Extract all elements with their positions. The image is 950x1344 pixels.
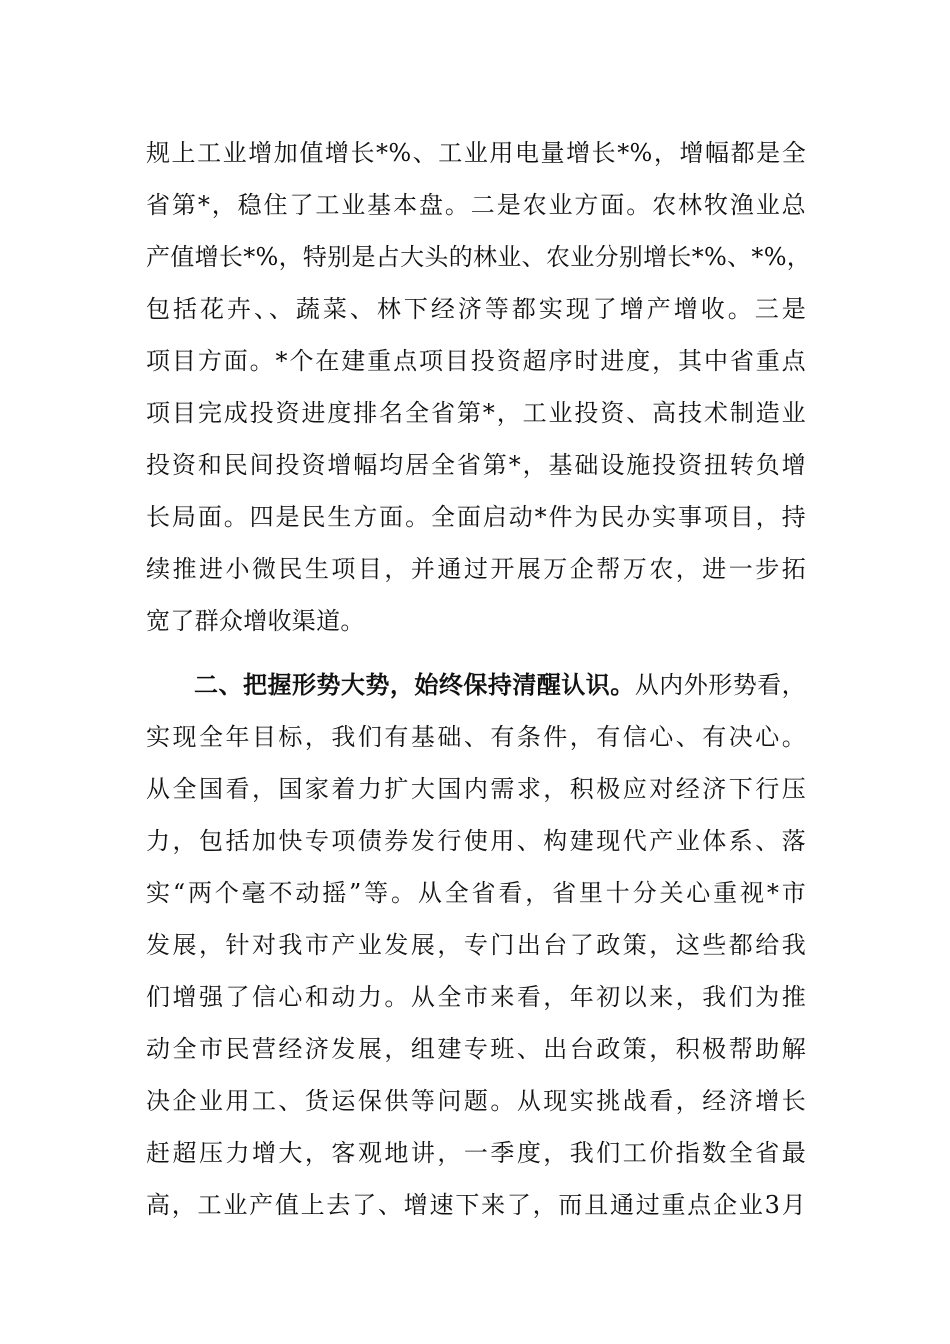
text-line: 规上工业增加值增长*%、工业用电量增长*%，增幅都是全 (146, 139, 806, 167)
text-line: 决企业用工、货运保供等问题。从现实挑战看，经济增长 (146, 1087, 806, 1115)
section-heading: 二、把握形势大势，始终保持清醒认识。 (194, 670, 635, 699)
text-line: 高，工业产值上去了、增速下来了，而且通过重点企业3月 (146, 1191, 806, 1219)
document-body (146, 127, 812, 1231)
text-line: 省第*，稳住了工业基本盘。二是农业方面。农林牧渔业总 (146, 191, 806, 219)
section-heading-line (146, 659, 806, 711)
text-line: 动全市民营经济发展，组建专班、出台政策，积极帮助解 (146, 1035, 806, 1063)
text-line: 宽了群众增收渠道。 (146, 607, 365, 635)
paragraph-gap (146, 647, 806, 659)
text-line: 赶超压力增大，客观地讲，一季度，我们工价指数全省最 (146, 1139, 806, 1167)
text-line: 从全国看，国家着力扩大国内需求，积极应对经济下行压 (146, 775, 806, 803)
text-line: 实“两个毫不动摇”等。从全省看，省里十分关心重视*市 (146, 879, 806, 907)
text-line: 发展，针对我市产业发展，专门出台了政策，这些都给我 (146, 931, 806, 959)
text-line: 投资和民间投资增幅均居全省第*，基础设施投资扭转负增 (146, 451, 806, 479)
text-line: 续推进小微民生项目，并通过开展万企帮万农，进一步拓 (146, 555, 806, 583)
text-line: 们增强了信心和动力。从全市来看，年初以来，我们为推 (146, 983, 806, 1011)
section-heading-continuation: 从内外形势看， (634, 671, 806, 699)
text-line: 长局面。四是民生方面。全面启动*件为民办实事项目，持 (146, 503, 806, 531)
text-line: 项目完成投资进度排名全省第*，工业投资、高技术制造业 (146, 399, 806, 427)
text-line: 项目方面。*个在建重点项目投资超序时进度，其中省重点 (146, 347, 806, 375)
text-line: 力，包括加快专项债券发行使用、构建现代产业体系、落 (146, 827, 806, 855)
text-line: 实现全年目标，我们有基础、有条件，有信心、有决心。 (146, 723, 806, 751)
text-line: 包括花卉、、蔬菜、林下经济等都实现了增产增收。三是 (146, 295, 806, 323)
text-line: 产值增长*%，特别是占大头的林业、农业分别增长*%、*%， (146, 243, 812, 271)
